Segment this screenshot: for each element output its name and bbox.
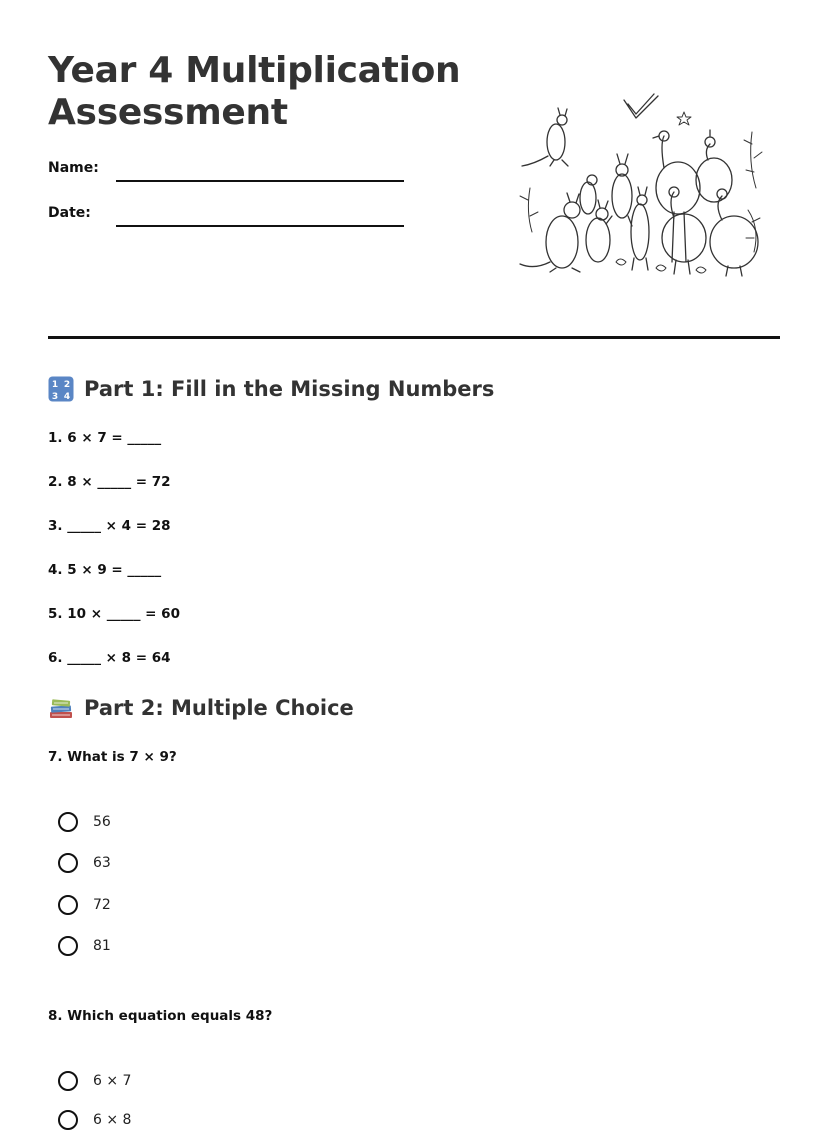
question-4: 4. 5 × 9 = _____ bbox=[48, 562, 162, 578]
question-5: 5. 10 × _____ = 60 bbox=[48, 606, 180, 622]
kangaroo-icon bbox=[520, 193, 580, 272]
cassowary-icon bbox=[696, 130, 758, 276]
joey-kangaroos-icon bbox=[580, 154, 632, 262]
question-8-option-2[interactable] bbox=[58, 1108, 131, 1132]
option-label: 6 × 7 bbox=[93, 1073, 132, 1089]
question-8-option-1[interactable] bbox=[58, 1069, 131, 1093]
name-label: Name: bbox=[48, 160, 99, 176]
radio-button[interactable] bbox=[58, 895, 78, 915]
question-1: 1. 6 × 7 = _____ bbox=[48, 430, 162, 446]
foliage-icon bbox=[520, 132, 762, 273]
question-3: 3. _____ × 4 = 28 bbox=[48, 518, 171, 534]
part1-heading bbox=[48, 375, 494, 403]
option-label: 72 bbox=[93, 897, 111, 913]
australian-animals-illustration bbox=[516, 92, 766, 278]
part1-heading-text: Part 1: Fill in the Missing Numbers bbox=[84, 377, 495, 401]
question-7-option-1[interactable] bbox=[58, 810, 111, 834]
question-7-option-3[interactable] bbox=[58, 893, 111, 917]
numbers-1234-icon bbox=[48, 376, 74, 402]
star-icon bbox=[677, 112, 691, 125]
radio-button[interactable] bbox=[58, 853, 78, 873]
svg-text:2: 2 bbox=[63, 380, 71, 390]
part2-heading bbox=[48, 694, 354, 722]
radio-button[interactable] bbox=[58, 1071, 78, 1091]
question-2: 2. 8 × _____ = 72 bbox=[48, 474, 171, 490]
date-label: Date: bbox=[48, 205, 91, 221]
books-stack-icon bbox=[48, 695, 74, 721]
svg-text:4: 4 bbox=[63, 392, 71, 402]
section-divider bbox=[48, 336, 780, 339]
option-label: 56 bbox=[93, 814, 111, 830]
date-field-line[interactable] bbox=[116, 225, 404, 227]
small-kangaroo-icon bbox=[522, 108, 568, 166]
option-label: 63 bbox=[93, 855, 111, 871]
wallaby-icon bbox=[631, 187, 649, 270]
question-7-option-4[interactable] bbox=[58, 934, 111, 958]
question-7: 7. What is 7 × 9? bbox=[48, 749, 177, 765]
option-label: 6 × 8 bbox=[93, 1112, 132, 1128]
svg-text:1: 1 bbox=[51, 380, 59, 390]
checkmark-icon bbox=[624, 94, 658, 118]
option-label: 81 bbox=[93, 938, 111, 954]
name-field-line[interactable] bbox=[116, 180, 404, 182]
radio-button[interactable] bbox=[58, 1110, 78, 1130]
part2-heading-text: Part 2: Multiple Choice bbox=[84, 696, 354, 720]
question-8: 8. Which equation equals 48? bbox=[48, 1008, 273, 1024]
question-7-option-2[interactable] bbox=[58, 851, 111, 875]
page-title: Year 4 Multiplication Assessment bbox=[48, 50, 461, 133]
question-6: 6. _____ × 8 = 64 bbox=[48, 650, 171, 666]
emu-icon bbox=[662, 187, 706, 274]
svg-text:3: 3 bbox=[51, 392, 59, 402]
radio-button[interactable] bbox=[58, 812, 78, 832]
radio-button[interactable] bbox=[58, 936, 78, 956]
